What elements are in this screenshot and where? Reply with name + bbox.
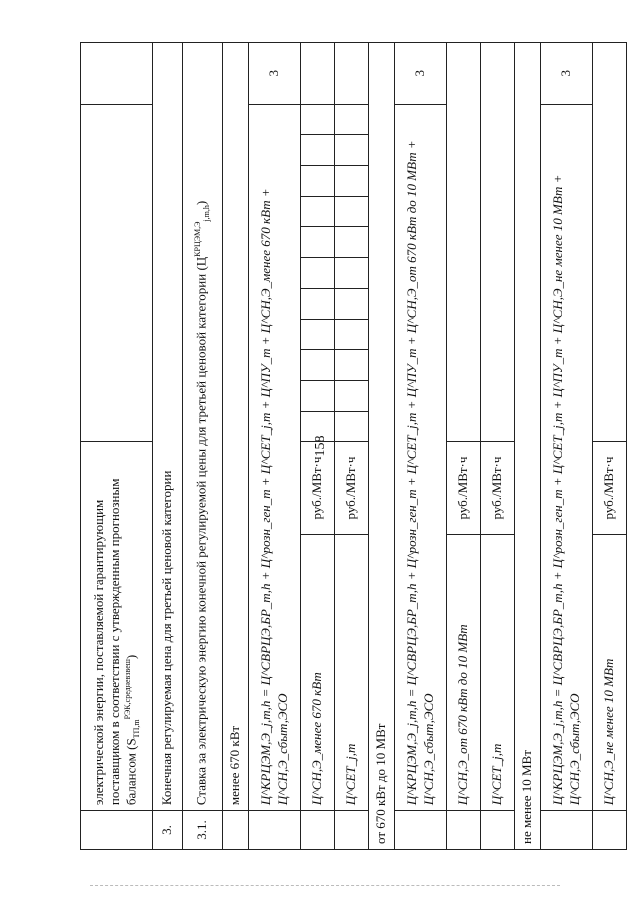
- cell-empty: [301, 227, 335, 258]
- cell-empty: [301, 135, 335, 166]
- table-row-group2-item2: [481, 43, 515, 850]
- cell-empty: [301, 165, 335, 196]
- cell-empty: [335, 165, 369, 196]
- intro-sub: ТП,m: [132, 719, 142, 739]
- table-row-group1-formula: [249, 43, 301, 850]
- group2-formula: Ц^КРЦЭМ,Э_j,m,h = Ц^СВРЦЭ,БР_m,h + Ц^розн_ген_m + Ц^СЕТ_j,m + Ц^ПУ_m + Ц^СН,Э_от 670 кВт до 10 МВт + Ц^СН,Э_сбыт,ЭСО: [395, 104, 447, 811]
- cell-empty: [301, 196, 335, 227]
- subsection-sub: j,m,h: [201, 205, 211, 222]
- cell-empty: [541, 811, 593, 850]
- cell-empty: [81, 104, 153, 442]
- cell-empty: [301, 350, 335, 381]
- cell-empty: [335, 227, 369, 258]
- cell-empty: [301, 811, 335, 850]
- rotated-table-wrapper: [80, 42, 617, 850]
- section-title: Конечная регулируемая цена для третьей ценовой категории: [153, 43, 183, 811]
- table-row-group2-label: [369, 43, 395, 850]
- tariff-table: [80, 42, 627, 850]
- cell-empty: [301, 43, 335, 105]
- cell-empty: [395, 811, 447, 850]
- cell-empty: [335, 196, 369, 227]
- table-row-group1-item1: [301, 43, 335, 850]
- note-number: 3: [541, 43, 593, 105]
- group1-item1: Ц^СН,Э_менее 670 кВт: [301, 534, 335, 811]
- note-number: 3: [249, 43, 301, 105]
- group1-item2: Ц^СЕТ_j,m: [335, 534, 369, 811]
- unit-label: руб./МВт·ч: [593, 442, 627, 534]
- cell-empty: [447, 811, 481, 850]
- cell-empty: [481, 43, 515, 442]
- cell-empty: [335, 43, 369, 105]
- cell-empty: [335, 381, 369, 412]
- cell-empty: [335, 258, 369, 289]
- subsection-title: Ставка за электрическую энергию конечной регулируемой цены для третьей ценовой категории (Ц: [193, 256, 209, 806]
- group3-formula: Ц^КРЦЭМ,Э_j,m,h = Ц^СВРЦЭ,БР_m,h + Ц^розн_ген_m + Ц^СЕТ_j,m + Ц^ПУ_m + Ц^СН,Э_не менее 10 МВт + Ц^СН,Э_сбыт,ЭСО: [541, 104, 593, 811]
- unit-label: руб./МВт·ч: [335, 442, 369, 534]
- cell-empty: [81, 43, 153, 105]
- group2-item2: Ц^СЕТ_j,m: [481, 534, 515, 811]
- cell-empty: [301, 381, 335, 412]
- page-number: 158: [313, 435, 328, 457]
- section-number: 3.: [153, 811, 183, 850]
- table-row-group3-item1: [593, 43, 627, 850]
- table-row-group3-label: [515, 43, 541, 850]
- table-row-group3-formula: [541, 43, 593, 850]
- table-row-group1-label: [223, 43, 249, 850]
- subsection-title-cell: Ставка за электрическую энергию конечной регулируемой цены для третьей ценовой категории $(Ц^{КРЦЭМ,Э}_{j,m,h})$: [183, 43, 223, 811]
- group1-formula: Ц^КРЦЭМ,Э_j,m,h = Ц^СВРЦЭ,БР_m,h + Ц^розн_ген_m + Ц^СЕТ_j,m + Ц^ПУ_m + Ц^СН,Э_менее 670 кВт + Ц^СН,Э_сбыт,ЭСО: [249, 104, 301, 811]
- cell-empty: [301, 411, 335, 442]
- subsection-number: 3.1.: [183, 811, 223, 850]
- cell-empty: [301, 104, 335, 135]
- group1-label: менее 670 кВт: [223, 43, 249, 811]
- group2-item1: Ц^СН,Э_от 670 кВт до 10 МВт: [447, 534, 481, 811]
- unit-label: руб./МВт·ч: [301, 442, 335, 534]
- unit-label: руб./МВт·ч: [447, 442, 481, 534]
- cell-empty: [81, 811, 153, 850]
- table-row-group1-item2: [335, 43, 369, 850]
- cell-empty: [335, 319, 369, 350]
- group3-label: не менее 10 МВт: [515, 43, 541, 850]
- cell-empty: [481, 811, 515, 850]
- intro-sup: РЭК,средневзвеш: [123, 659, 133, 720]
- cell-empty: [335, 811, 369, 850]
- unit-label: руб./МВт·ч: [481, 442, 515, 534]
- cell-empty: [249, 811, 301, 850]
- intro-text-cell: электрической энергии, поставляемой гарантирующим поставщиком в соответствии с утвержденным прогнозным балансом $(S_{ТП,m}^{РЭК,средневзвеш})$: [81, 442, 153, 811]
- cell-empty: [301, 288, 335, 319]
- footer-divider: [90, 885, 560, 886]
- cell-empty: [593, 811, 627, 850]
- table-row-section: [153, 43, 183, 850]
- cell-empty: [335, 288, 369, 319]
- table-row-intro: [81, 43, 153, 850]
- cell-empty: [335, 104, 369, 135]
- note-number: 3: [395, 43, 447, 105]
- table-row-subsection: [183, 43, 223, 850]
- cell-empty: [593, 43, 627, 442]
- group3-item1: Ц^СН,Э_не менее 10 МВт: [593, 534, 627, 811]
- cell-empty: [223, 811, 249, 850]
- cell-empty: [335, 350, 369, 381]
- cell-empty: [301, 258, 335, 289]
- subsection-sup: КРЦЭМ,Э: [193, 221, 203, 257]
- cell-empty: [335, 135, 369, 166]
- cell-empty: [301, 319, 335, 350]
- group2-label: от 670 кВт до 10 МВт: [369, 43, 395, 850]
- table-row-group2-formula: [395, 43, 447, 850]
- cell-empty: [447, 43, 481, 442]
- table-row-group2-item1: [447, 43, 481, 850]
- cell-empty: [335, 411, 369, 442]
- intro-text: электрической энергии, поставляемой гарантирующим поставщиком в соответствии с утвержденным прогнозным балансом (S: [90, 478, 139, 806]
